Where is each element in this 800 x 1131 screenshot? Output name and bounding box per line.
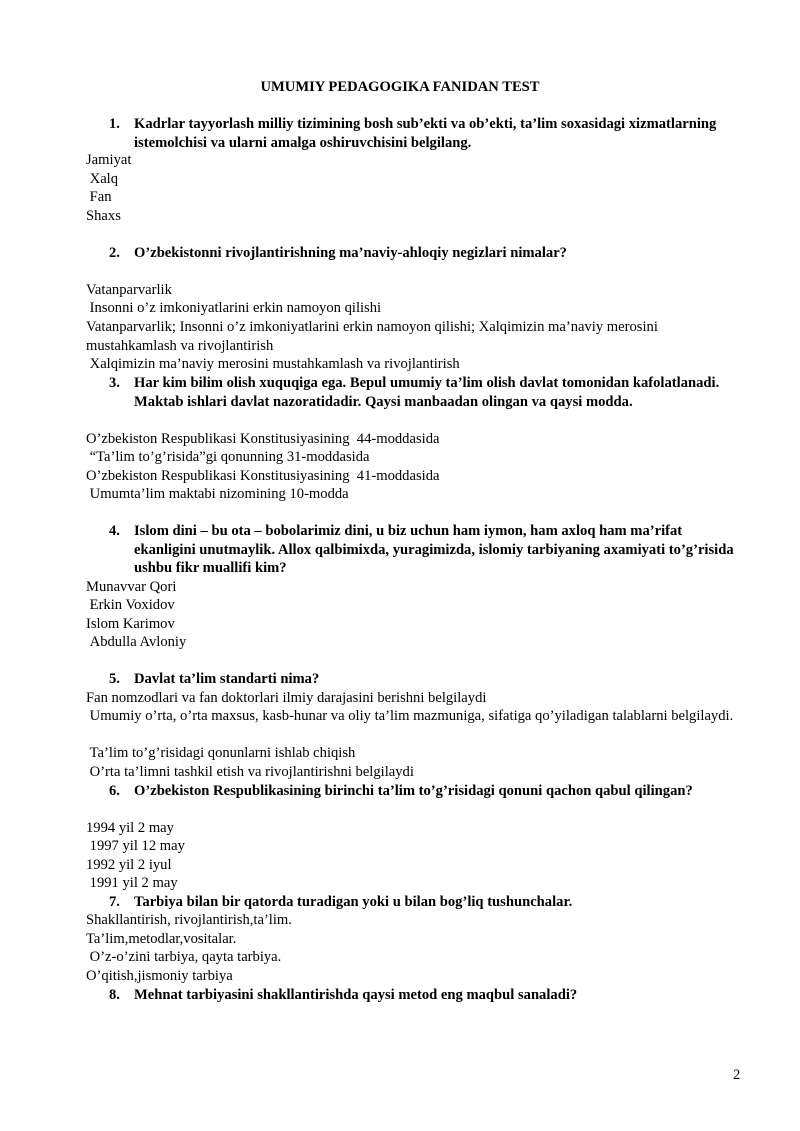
answer-option: O’rta ta’limni tashkil etish va rivojlantirishni belgilaydi [86,764,414,780]
answer-option: Abdulla Avloniy [86,634,187,650]
question-number: 4. [109,523,120,539]
page-title: UMUMIY PEDAGOGIKA FANIDAN TEST [260,79,540,95]
question-text: O’zbekiston Respublikasining birinchi ta’lim to’g’risidagi qonuni qachon qabul qilingan? [134,783,693,799]
question-5 [109,670,739,689]
question-number: 2. [109,245,120,261]
question-text: Kadrlar tayyorlash milliy tizimining bosh sub’ekti va ob’ekti, ta’lim soxasidagi xizmatlarning istemolchisi va ularni amalga oshiruvchisini belgilang. [134,116,717,151]
question-2 [109,244,739,263]
question-text: Davlat ta’lim standarti nima? [134,671,320,687]
answer-option: Umumta’lim maktabi nizomining 10-modda [86,486,349,502]
answer-option: Jamiyat [86,152,132,168]
answer-option: O’zbekiston Respublikasi Konstitusiyasining 41-moddasida [86,468,440,484]
question-number: 8. [109,987,120,1003]
question-text: Islom dini – bu ota – bobolarimiz dini, u biz uchun ham iymon, ham axloq ham ma’rifat ekanligini unutmaylik. Allox qalbimixda, yuragimizda, islomiy tarbiyaning axamiyati to’g’risida ushbu fikr muallifi kim? [134,523,734,577]
answer-option: O’qitish,jismoniy tarbiya [86,968,233,984]
question-number: 1. [109,116,120,132]
question-6 [109,782,739,801]
answer-option: Erkin Voxidov [86,597,175,613]
question-4 [109,522,739,578]
answer-option: 1994 yil 2 may [86,820,174,836]
answer-option: Xalq [86,171,119,187]
answer-option: O’zbekiston Respublikasi Konstitusiyasining 44-moddasida [86,431,440,447]
answer-option: Insonni o’z imkoniyatlarini erkin namoyon qilishi [86,300,382,316]
question-text: O’zbekistonni rivojlantirishning ma’naviy-ahloqiy negizlari nimalar? [134,245,567,261]
question-number: 3. [109,375,120,391]
answer-option: Vatanparvarlik [86,282,172,298]
answer-option: Umumiy o’rta, o’rta maxsus, kasb-hunar va oliy ta’lim mazmuniga, sifatiga qo’yiladigan talablarni belgilaydi. [86,708,734,724]
answer-option: Ta’lim,metodlar,vositalar. [86,931,237,947]
answer-option: Fan [86,189,112,205]
answer-option: Shakllantirish, rivojlantirish,ta’lim. [86,912,292,928]
answer-option: “Ta’lim to’g’risida”gi qonunning 31-moddasida [86,449,370,465]
question-text: Tarbiya bilan bir qatorda turadigan yoki u bilan bog’liq tushunchalar. [134,894,573,910]
answer-option: Munavvar Qori [86,579,177,595]
answer-option: O’z-o’zini tarbiya, qayta tarbiya. [86,949,282,965]
page-number: 2 [733,1067,741,1083]
answer-option: Xalqimizin ma’naviy merosini mustahkamlash va rivojlantirish [86,356,460,372]
answer-option: 1997 yil 12 may [86,838,185,854]
question-text: Mehnat tarbiyasini shakllantirishda qaysi metod eng maqbul sanaladi? [134,987,578,1003]
question-number: 5. [109,671,120,687]
question-text: Har kim bilim olish xuquqiga ega. Bepul umumiy ta’lim olish davlat tomonidan kafolatlanadi. Maktab ishlari davlat nazoratidadir. Qaysi manbaadan olingan va qaysi modda. [134,375,720,410]
answer-option: Fan nomzodlari va fan doktorlari ilmiy darajasini berishni belgilaydi [86,690,487,706]
answer-option: 1992 yil 2 iyul [86,857,172,873]
answer-option: Ta’lim to’g’risidagi qonunlarni ishlab chiqish [86,745,356,761]
answer-option: 1991 yil 2 may [86,875,178,891]
answer-option: Vatanparvarlik; Insonni o’z imkoniyatlarini erkin namoyon qilishi; Xalqimizin ma’naviy merosini mustahkamlash va rivojlantirish [86,319,662,354]
answer-option: Shaxs [86,208,121,224]
answer-option: Islom Karimov [86,616,175,632]
question-8 [109,986,739,1005]
question-number: 6. [109,783,120,799]
question-number: 7. [109,894,120,910]
question-7 [109,893,739,912]
question-3 [109,374,739,411]
question-1 [109,115,739,152]
